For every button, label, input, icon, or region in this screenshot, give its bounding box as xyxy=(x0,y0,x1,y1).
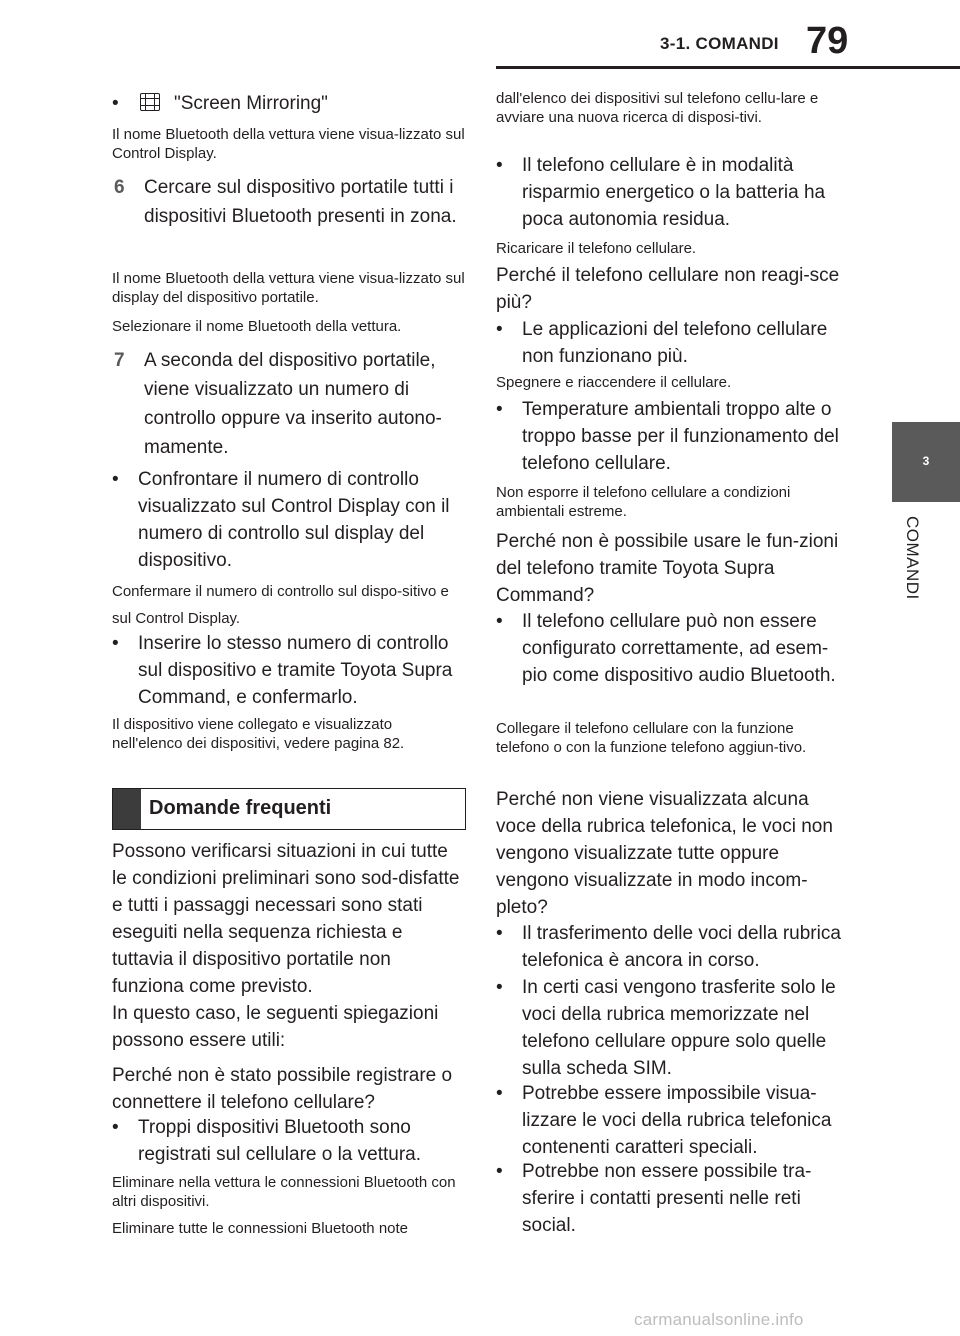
header-rule xyxy=(496,66,960,69)
bullet-item xyxy=(496,1080,846,1161)
bullet-mark: • xyxy=(496,611,503,632)
bullet-item xyxy=(496,974,846,1082)
bullet-mark: • xyxy=(496,923,503,944)
bullet-text: Temperature ambientali troppo alte o troppo basse per il funzionamento del telefono cellulare. xyxy=(522,399,839,474)
bullet-mark: • xyxy=(496,155,503,176)
paragraph: Il nome Bluetooth della vettura viene visua-lizzato sul Control Display. xyxy=(112,126,465,162)
step-7 xyxy=(112,346,466,462)
bullet-text: Le applicazioni del telefono cellulare non funzionano più. xyxy=(522,319,828,367)
step-text: A seconda del dispositivo portatile, viene visualizzato un numero di controllo oppure va inserito autono-mamente. xyxy=(144,350,442,458)
bullet-mark: • xyxy=(496,977,503,998)
bullet-screen-mirroring xyxy=(112,90,466,117)
paragraph: Il nome Bluetooth della vettura viene visua-lizzato sul display del dispositivo portatile. xyxy=(112,270,465,306)
screen-mirroring-icon xyxy=(140,93,160,111)
chapter-label: COMANDI xyxy=(903,516,922,600)
bullet-mark: • xyxy=(112,633,119,654)
chapter-tab xyxy=(892,422,960,502)
paragraph: Collegare il telefono cellulare con la funzione telefono o con la funzione telefono aggiun-tivo. xyxy=(496,720,807,756)
paragraph: Confermare il numero di controllo sul dispo-sitivo e sul Control Display. xyxy=(112,583,449,627)
bullet-item xyxy=(112,466,466,574)
faq-heading-bar xyxy=(113,789,141,829)
bullet-mark: • xyxy=(496,1083,503,1104)
bullet-mark: • xyxy=(496,399,503,420)
question: Perché non è stato possibile registrare o connettere il telefono cellulare? xyxy=(112,1065,453,1113)
bullet-mark: • xyxy=(112,1117,119,1138)
step-text: Cercare sul dispositivo portatile tutti i dispositivi Bluetooth presenti in zona. xyxy=(144,177,457,227)
bullet-text: Il trasferimento delle voci della rubrica telefonica è ancora in corso. xyxy=(522,923,841,971)
bullet-item xyxy=(496,316,846,370)
bullet-text: Troppi dispositivi Bluetooth sono registrati sul cellulare o la vettura. xyxy=(138,1117,422,1165)
paragraph: In questo caso, le seguenti spiegazioni possono essere utili: xyxy=(112,1003,439,1051)
bullet-text: Confrontare il numero di controllo visualizzato sul Control Display con il numero di controllo sul display del dispositivo. xyxy=(138,469,450,571)
bullet-mark: • xyxy=(496,1161,503,1182)
bullet-item xyxy=(496,1158,846,1239)
question: Perché il telefono cellulare non reagi-sce più? xyxy=(496,265,840,313)
faq-heading: Domande frequenti xyxy=(149,797,332,819)
bullet-text: Potrebbe non essere possibile tra-sferire i contatti presenti nelle reti social. xyxy=(522,1161,812,1236)
bullet-item xyxy=(112,1114,466,1168)
bullet-item xyxy=(496,608,846,689)
paragraph: Possono verificarsi situazioni in cui tutte le condizioni preliminari sono sod-disfatte e tutti i passaggi necessari sono stati eseguiti nella sequenza richiesta e tuttavia il dispositivo portatile non funziona come previsto. xyxy=(112,841,460,997)
paragraph: Il dispositivo viene collegato e visualizzato nell'elenco dei dispositivi, vedere pagina 82. xyxy=(112,716,405,752)
paragraph: Eliminare nella vettura le connessioni Bluetooth con altri dispositivi. xyxy=(112,1174,456,1210)
question: Perché non viene visualizzata alcuna voce della rubrica telefonica, le voci non vengono visualizzate tutte oppure vengono visualizzate in modo incom-pleto? xyxy=(496,789,833,918)
bullet-item xyxy=(496,152,846,233)
step-number: 7 xyxy=(114,350,125,371)
bullet-item xyxy=(496,396,846,477)
page-header xyxy=(0,0,960,66)
bullet-mark: • xyxy=(496,319,503,340)
paragraph: Ricaricare il telefono cellulare. xyxy=(496,240,697,257)
watermark: carmanualsonline.info xyxy=(634,1310,804,1329)
page-number: 79 xyxy=(806,20,849,62)
bullet-item xyxy=(496,920,846,974)
step-number: 6 xyxy=(114,177,125,198)
paragraph: dall'elenco dei dispositivi sul telefono cellu-lare e avviare una nuova ricerca di disposi-tivi. xyxy=(496,90,819,126)
question: Perché non è possibile usare le fun-zioni del telefono tramite Toyota Supra Command? xyxy=(496,531,839,606)
chapter-number: 3 xyxy=(922,454,930,468)
faq-heading-box xyxy=(112,788,466,830)
bullet-text: Il telefono cellulare è in modalità risparmio energetico o la batteria ha poca autonomia residua. xyxy=(522,155,826,230)
bullet-text: In certi casi vengono trasferite solo le voci della rubrica memorizzate nel telefono cellulare oppure solo quelle sulla scheda SIM. xyxy=(522,977,836,1079)
bullet-text: "Screen Mirroring" xyxy=(174,93,328,114)
bullet-text: Il telefono cellulare può non essere configurato correttamente, ad esem-pio come dispositivo audio Bluetooth. xyxy=(522,611,836,686)
paragraph: Non esporre il telefono cellulare a condizioni ambientali estreme. xyxy=(496,484,791,520)
step-6 xyxy=(112,173,466,231)
paragraph: Selezionare il nome Bluetooth della vettura. xyxy=(112,318,402,335)
bullet-mark: • xyxy=(112,93,119,114)
bullet-item xyxy=(112,630,466,711)
bullet-text: Potrebbe essere impossibile visua-lizzare le voci della rubrica telefonica contenenti caratteri speciali. xyxy=(522,1083,832,1158)
bullet-mark: • xyxy=(112,469,119,490)
paragraph: Eliminare tutte le connessioni Bluetooth note xyxy=(112,1220,409,1237)
bullet-text: Inserire lo stesso numero di controllo sul dispositivo e tramite Toyota Supra Command, e confermarlo. xyxy=(138,633,453,708)
section-title: 3-1. COMANDI xyxy=(660,34,779,53)
paragraph: Spegnere e riaccendere il cellulare. xyxy=(496,374,732,391)
